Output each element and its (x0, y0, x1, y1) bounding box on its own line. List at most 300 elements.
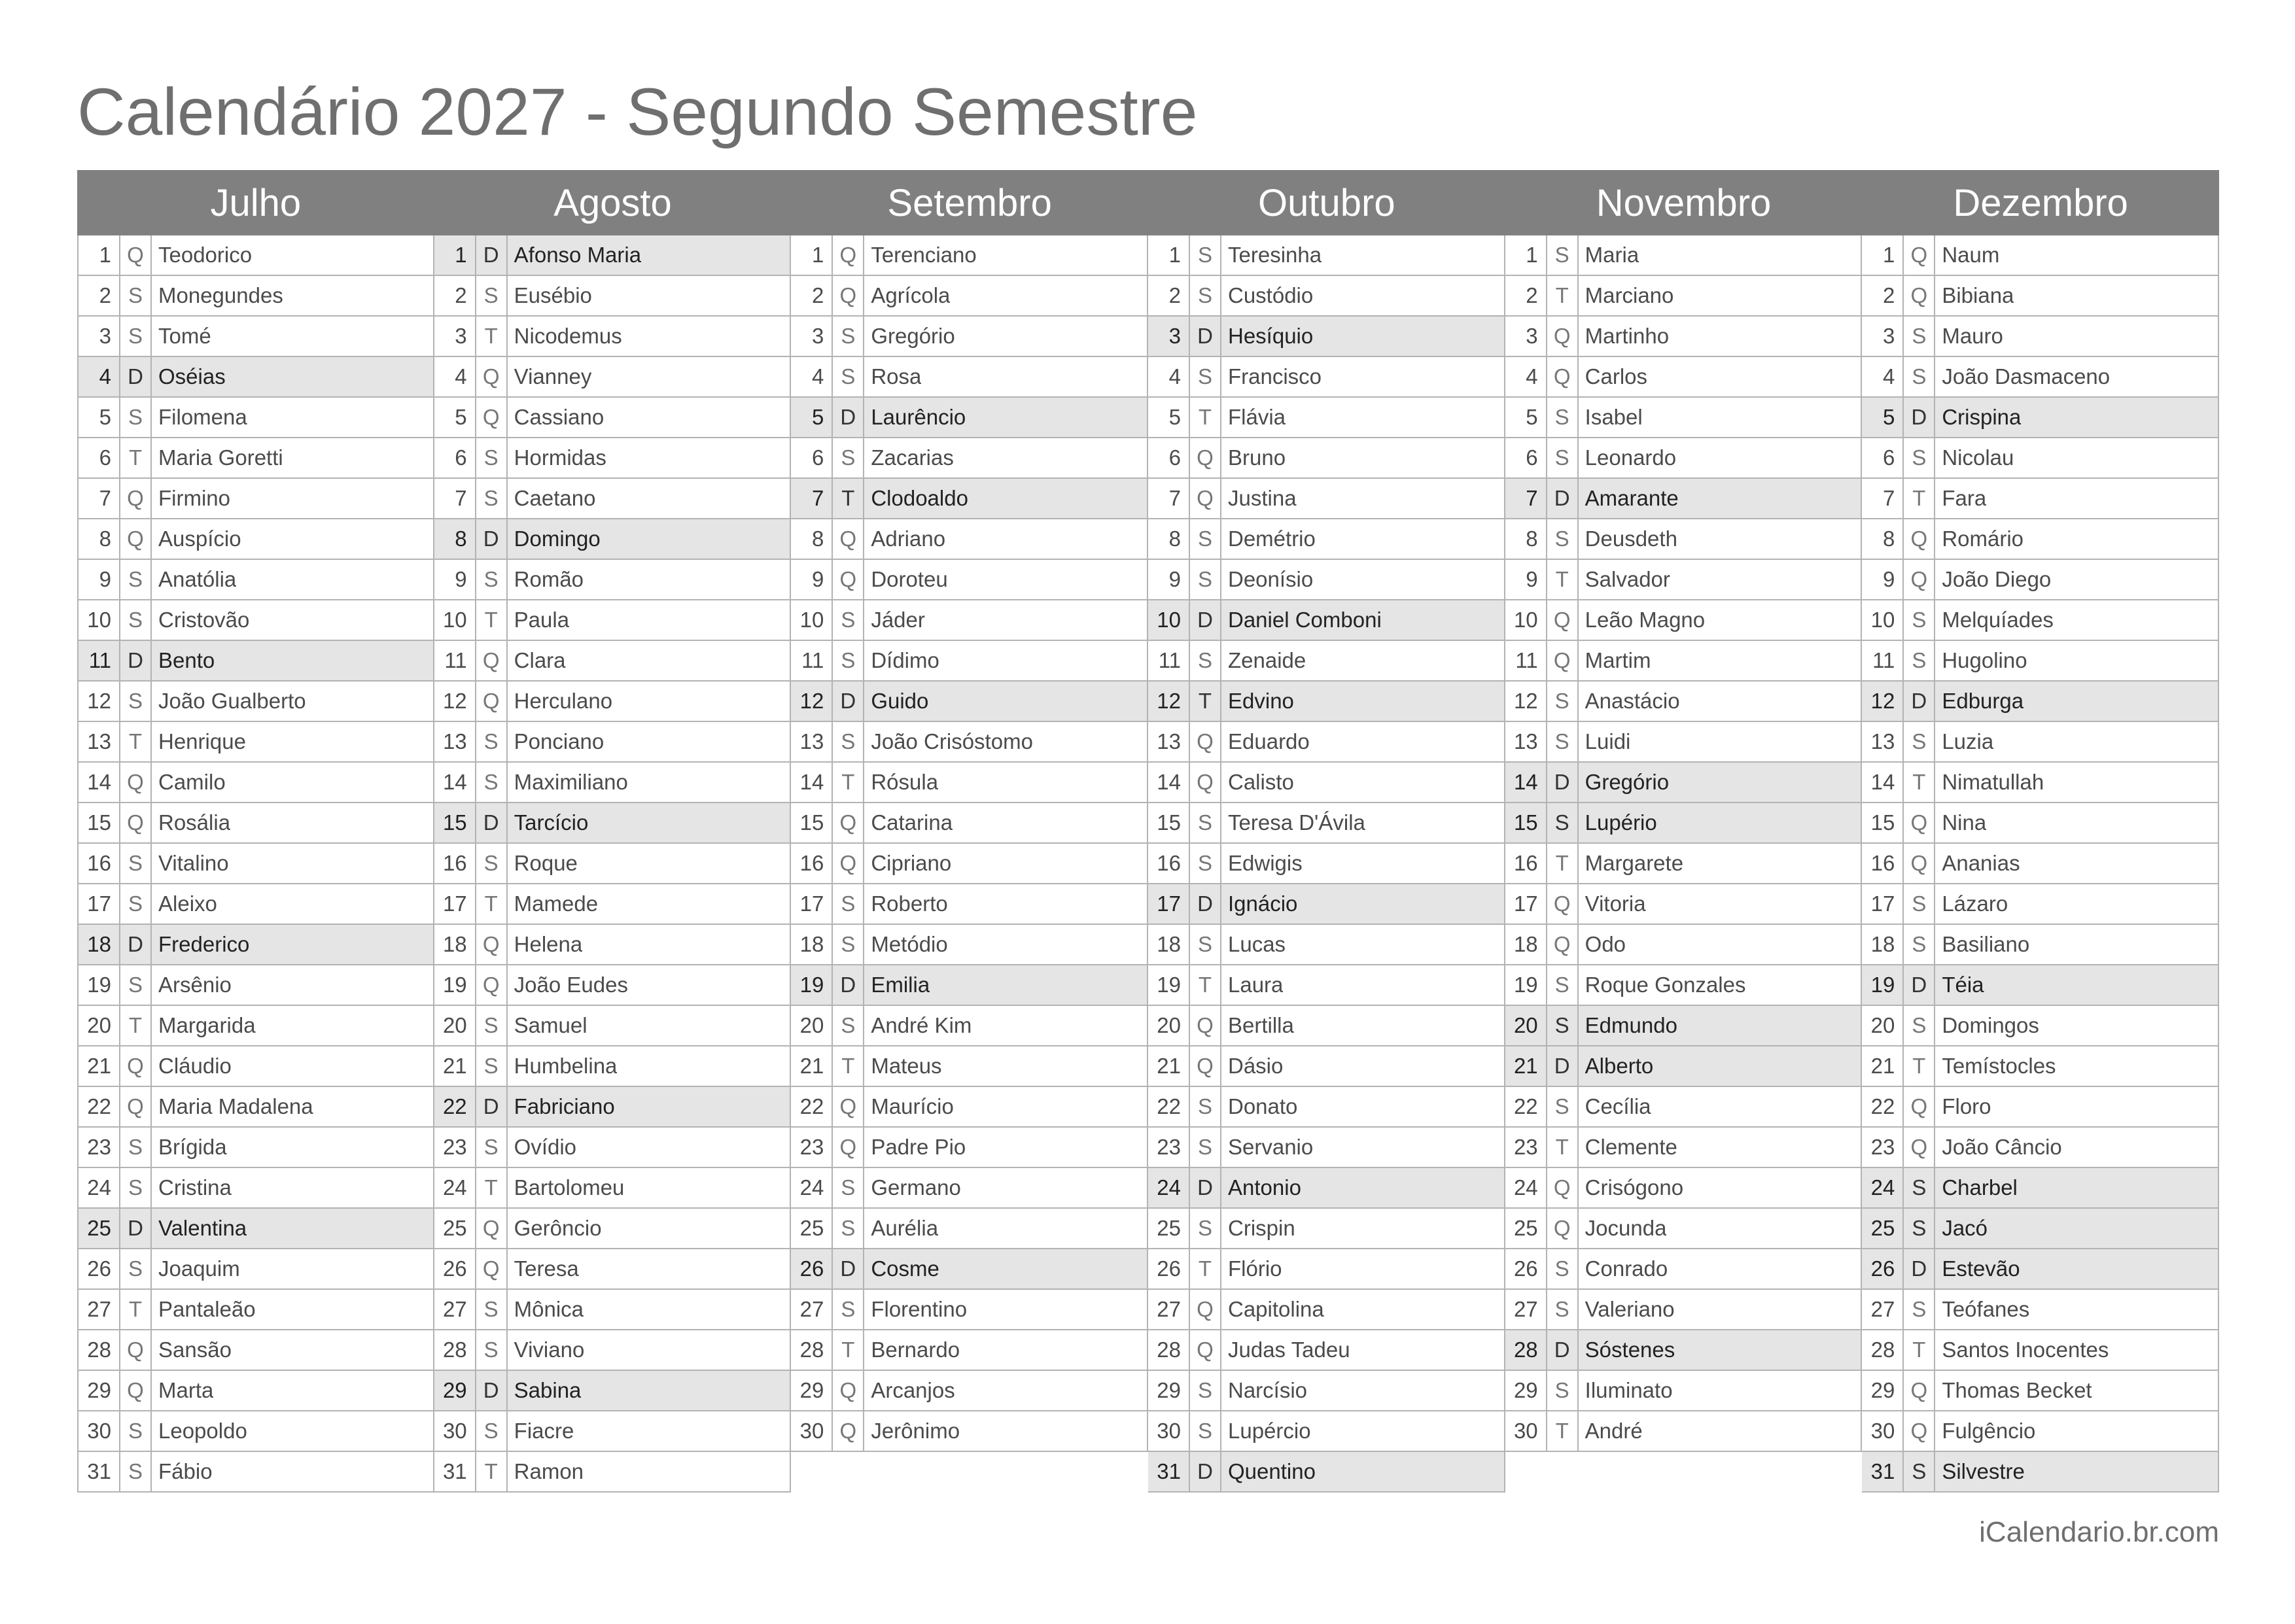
day-number: 16 (1148, 844, 1190, 883)
day-number: 24 (1505, 1168, 1547, 1207)
weekday-letter: S (1904, 1006, 1935, 1045)
saint-name: Roque (514, 851, 578, 875)
day-row (77, 317, 434, 357)
weekday-letter: S (1190, 1371, 1221, 1410)
saint-name: Justina (1228, 486, 1297, 510)
day-number: 9 (434, 560, 476, 599)
weekday-letter: Q (1190, 1046, 1221, 1086)
day-row (1505, 479, 1863, 519)
day-number: 12 (1505, 682, 1547, 721)
day-number: 2 (1148, 276, 1190, 315)
day-number: 27 (1505, 1290, 1547, 1329)
day-number: 26 (791, 1249, 833, 1288)
saint-name: Aleixo (158, 891, 217, 916)
day-number: 17 (1862, 884, 1904, 924)
day-row (1505, 276, 1863, 317)
day-row (434, 844, 792, 884)
saint-name: Nimatullah (1942, 770, 2044, 794)
weekday-letter: S (120, 844, 152, 883)
weekday-letter: S (476, 1006, 508, 1045)
day-row (434, 1411, 792, 1452)
day-row (1862, 1330, 2219, 1371)
weekday-letter: D (1904, 1249, 1935, 1288)
day-row (791, 884, 1148, 925)
calendar-grid (77, 170, 2219, 1493)
saint-name: Domingo (514, 527, 601, 551)
weekday-letter: D (1547, 479, 1579, 518)
saint-name: João Crisóstomo (871, 729, 1033, 753)
day-number: 27 (791, 1290, 833, 1329)
day-row (1148, 1371, 1505, 1411)
saint-name: Dídimo (871, 648, 939, 672)
day-number: 2 (1862, 276, 1904, 315)
saint-name: Ponciano (514, 729, 604, 753)
day-row (1862, 925, 2219, 965)
saint-name: André Kim (871, 1013, 972, 1037)
weekday-letter: T (1547, 844, 1579, 883)
saint-name: Roberto (871, 891, 948, 916)
weekday-letter: S (120, 1452, 152, 1491)
day-number: 5 (1148, 398, 1190, 437)
day-number: 15 (1148, 803, 1190, 842)
weekday-letter: S (1904, 1209, 1935, 1248)
saint-name: Samuel (514, 1013, 587, 1037)
day-row (1148, 965, 1505, 1006)
weekday-letter: S (1190, 560, 1221, 599)
day-number: 30 (791, 1411, 833, 1451)
weekday-letter: Q (833, 560, 864, 599)
saint-name: Hormidas (514, 445, 606, 470)
weekday-letter: T (1547, 1128, 1579, 1167)
day-row (1148, 1128, 1505, 1168)
day-row (1148, 1411, 1505, 1452)
saint-name: Terenciano (871, 243, 977, 267)
weekday-letter: Q (120, 803, 152, 842)
weekday-letter: D (476, 1087, 508, 1126)
weekday-letter: T (476, 1452, 508, 1491)
saint-name: Metódio (871, 932, 948, 956)
weekday-letter: Q (476, 641, 508, 680)
day-number: 22 (79, 1087, 120, 1126)
day-number: 19 (79, 965, 120, 1005)
day-number: 18 (1148, 925, 1190, 964)
weekday-letter: S (1190, 1209, 1221, 1248)
saint-name: Crispina (1942, 405, 2022, 429)
saint-name: Rosa (871, 364, 922, 389)
day-number: 11 (1862, 641, 1904, 680)
day-number: 2 (79, 276, 120, 315)
weekday-letter: S (476, 1046, 508, 1086)
day-number: 31 (434, 1452, 476, 1491)
day-number: 21 (791, 1046, 833, 1086)
saint-name: Laurêncio (871, 405, 966, 429)
saint-name: Isabel (1585, 405, 1643, 429)
weekday-letter: S (1190, 844, 1221, 883)
weekday-letter: Q (476, 357, 508, 396)
weekday-letter: D (120, 1209, 152, 1248)
day-number: 28 (791, 1330, 833, 1370)
day-row (1862, 1128, 2219, 1168)
day-row (1862, 1087, 2219, 1128)
weekday-letter: S (833, 1168, 864, 1207)
saint-name: Paula (514, 608, 570, 632)
day-row (791, 1249, 1148, 1290)
saint-name: Jacó (1942, 1216, 1988, 1240)
weekday-letter: S (1904, 884, 1935, 924)
saint-name: Tomé (158, 324, 211, 348)
day-row (77, 803, 434, 844)
day-row (1148, 317, 1505, 357)
day-row (1505, 1209, 1863, 1249)
saint-name: João Dasmaceno (1942, 364, 2111, 389)
day-number: 1 (79, 235, 120, 275)
day-row (791, 438, 1148, 479)
day-number: 29 (79, 1371, 120, 1410)
month-column-agosto (434, 170, 792, 1493)
day-row (1148, 235, 1505, 276)
day-number: 18 (1505, 925, 1547, 964)
weekday-letter: T (1190, 682, 1221, 721)
weekday-letter: Q (476, 1249, 508, 1288)
saint-name: Filomena (158, 405, 247, 429)
weekday-letter: Q (833, 844, 864, 883)
day-row (1862, 1006, 2219, 1046)
weekday-letter: S (120, 682, 152, 721)
saint-name: Odo (1585, 932, 1626, 956)
saint-name: Custódio (1228, 283, 1314, 307)
day-number: 3 (434, 317, 476, 356)
saint-name: Flório (1228, 1256, 1282, 1281)
weekday-letter: Q (1190, 1330, 1221, 1370)
saint-name: João Diego (1942, 567, 2052, 591)
weekday-letter: S (1190, 925, 1221, 964)
day-number: 28 (434, 1330, 476, 1370)
weekday-letter: D (120, 357, 152, 396)
saint-name: Servanio (1228, 1135, 1314, 1159)
saint-name: Doroteu (871, 567, 948, 591)
day-row (1505, 722, 1863, 763)
weekday-letter: D (476, 519, 508, 559)
day-number: 4 (1862, 357, 1904, 396)
saint-name: Flávia (1228, 405, 1286, 429)
saint-name: Gregório (871, 324, 955, 348)
weekday-letter: Q (1190, 1006, 1221, 1045)
day-row (791, 1087, 1148, 1128)
saint-name: Bibiana (1942, 283, 2014, 307)
saint-name: Leão Magno (1585, 608, 1706, 632)
weekday-letter: S (1190, 276, 1221, 315)
weekday-letter: D (833, 1249, 864, 1288)
day-row (77, 560, 434, 600)
day-number: 31 (1148, 1452, 1190, 1491)
weekday-letter: T (833, 1330, 864, 1370)
saint-name: Fabriciano (514, 1094, 615, 1118)
day-row (434, 803, 792, 844)
day-row (791, 1290, 1148, 1330)
day-number: 13 (791, 722, 833, 761)
saint-name: Clara (514, 648, 566, 672)
day-row (1505, 1411, 1863, 1452)
saint-name: Basiliano (1942, 932, 2030, 956)
saint-name: Narcísio (1228, 1378, 1308, 1402)
day-number: 7 (1862, 479, 1904, 518)
day-row (791, 1371, 1148, 1411)
day-row (1148, 641, 1505, 682)
weekday-letter: Q (1904, 1411, 1935, 1451)
day-number: 15 (791, 803, 833, 842)
day-number: 1 (791, 235, 833, 275)
day-row (1148, 722, 1505, 763)
saint-name: Sabina (514, 1378, 582, 1402)
day-number: 24 (79, 1168, 120, 1207)
weekday-letter: D (1190, 600, 1221, 640)
day-row (434, 1290, 792, 1330)
weekday-letter: S (1904, 722, 1935, 761)
day-row (1505, 235, 1863, 276)
weekday-letter: S (476, 763, 508, 802)
weekday-letter: Q (120, 519, 152, 559)
saint-name: Frederico (158, 932, 250, 956)
weekday-letter: S (1547, 438, 1579, 477)
day-row (434, 479, 792, 519)
day-row (434, 1371, 792, 1411)
day-number: 30 (1862, 1411, 1904, 1451)
weekday-letter: Q (1904, 1087, 1935, 1126)
day-number: 23 (1862, 1128, 1904, 1167)
day-number: 13 (79, 722, 120, 761)
day-row (791, 560, 1148, 600)
day-row (1505, 1249, 1863, 1290)
saint-name: Martim (1585, 648, 1651, 672)
weekday-letter: T (1904, 1046, 1935, 1086)
weekday-letter: S (1904, 641, 1935, 680)
day-row (1148, 479, 1505, 519)
day-number: 12 (434, 682, 476, 721)
day-row (77, 1330, 434, 1371)
weekday-letter: D (476, 803, 508, 842)
day-number: 27 (434, 1290, 476, 1329)
day-number: 14 (791, 763, 833, 802)
weekday-letter: T (120, 722, 152, 761)
day-row (791, 276, 1148, 317)
day-number: 14 (1505, 763, 1547, 802)
month-header: Agosto (434, 170, 792, 235)
day-number: 31 (1862, 1452, 1904, 1491)
saint-name: Vitalino (158, 851, 229, 875)
saint-name: Maria Goretti (158, 445, 283, 470)
day-number: 12 (1148, 682, 1190, 721)
weekday-letter: S (120, 1249, 152, 1288)
saint-name: Fulgêncio (1942, 1419, 2036, 1443)
day-number: 7 (1148, 479, 1190, 518)
day-number: 28 (1505, 1330, 1547, 1370)
day-number: 8 (434, 519, 476, 559)
day-row (791, 1209, 1148, 1249)
weekday-letter: S (833, 1290, 864, 1329)
day-number: 15 (1505, 803, 1547, 842)
weekday-letter: T (1904, 763, 1935, 802)
weekday-letter: S (833, 600, 864, 640)
day-row (1148, 1249, 1505, 1290)
day-number: 25 (1862, 1209, 1904, 1248)
weekday-letter: T (833, 479, 864, 518)
day-number: 15 (1862, 803, 1904, 842)
day-number: 25 (1505, 1209, 1547, 1248)
saint-name: Mamede (514, 891, 599, 916)
saint-name: Arsênio (158, 973, 232, 997)
day-number: 3 (79, 317, 120, 356)
weekday-letter: Q (476, 682, 508, 721)
day-number: 1 (1505, 235, 1547, 275)
day-row (1505, 600, 1863, 641)
weekday-letter: S (1547, 965, 1579, 1005)
saint-name: Temístocles (1942, 1054, 2056, 1078)
day-row (77, 722, 434, 763)
weekday-letter: S (476, 1330, 508, 1370)
day-row (1505, 1290, 1863, 1330)
day-row (77, 1168, 434, 1209)
weekday-letter: D (833, 965, 864, 1005)
weekday-letter: Q (1547, 600, 1579, 640)
day-number: 14 (79, 763, 120, 802)
saint-name: Monegundes (158, 283, 283, 307)
month-header: Setembro (791, 170, 1148, 235)
day-number: 5 (1505, 398, 1547, 437)
day-number: 10 (1505, 600, 1547, 640)
month-column-novembro (1505, 170, 1863, 1493)
saint-name: Catarina (871, 810, 953, 835)
weekday-letter: S (1547, 803, 1579, 842)
saint-name: Floro (1942, 1094, 1991, 1118)
day-row (434, 1330, 792, 1371)
weekday-letter: S (1904, 357, 1935, 396)
saint-name: Lucas (1228, 932, 1286, 956)
day-row (791, 398, 1148, 438)
weekday-letter: Q (476, 965, 508, 1005)
day-row (77, 1249, 434, 1290)
day-row (791, 1168, 1148, 1209)
day-row (434, 925, 792, 965)
weekday-letter: S (1547, 1087, 1579, 1126)
day-number: 30 (79, 1411, 120, 1451)
saint-name: Donato (1228, 1094, 1298, 1118)
weekday-letter: Q (1190, 479, 1221, 518)
saint-name: Teresa D'Ávila (1228, 810, 1365, 835)
saint-name: Amarante (1585, 486, 1679, 510)
saint-name: Ananias (1942, 851, 2020, 875)
weekday-letter: Q (1904, 803, 1935, 842)
saint-name: Brígida (158, 1135, 227, 1159)
day-number: 4 (1505, 357, 1547, 396)
day-row (1862, 1371, 2219, 1411)
weekday-letter: Q (1547, 1168, 1579, 1207)
weekday-letter: Q (476, 1209, 508, 1248)
day-row (1862, 1046, 2219, 1087)
saint-name: Romão (514, 567, 584, 591)
month-column-dezembro (1862, 170, 2219, 1493)
day-number: 2 (1505, 276, 1547, 315)
weekday-letter: S (476, 1128, 508, 1167)
day-number: 28 (1862, 1330, 1904, 1370)
day-row (1148, 1087, 1505, 1128)
day-number: 17 (434, 884, 476, 924)
weekday-letter: S (833, 884, 864, 924)
day-row (1505, 1128, 1863, 1168)
weekday-letter: S (120, 1168, 152, 1207)
day-number: 23 (1505, 1128, 1547, 1167)
saint-name: Agrícola (871, 283, 951, 307)
day-row (77, 1411, 434, 1452)
day-row (1148, 1006, 1505, 1046)
day-number: 6 (791, 438, 833, 477)
day-row (1862, 357, 2219, 398)
weekday-letter: S (1190, 803, 1221, 842)
weekday-letter: Q (1547, 317, 1579, 356)
weekday-letter: Q (833, 1087, 864, 1126)
saint-name: Bartolomeu (514, 1175, 625, 1200)
day-number: 8 (1148, 519, 1190, 559)
day-number: 17 (791, 884, 833, 924)
day-row (77, 235, 434, 276)
day-row (77, 844, 434, 884)
day-row (1148, 1046, 1505, 1087)
day-number: 14 (1862, 763, 1904, 802)
saint-name: Mônica (514, 1297, 584, 1321)
day-row (1148, 438, 1505, 479)
day-row (1505, 884, 1863, 925)
day-number: 25 (434, 1209, 476, 1248)
day-number: 20 (791, 1006, 833, 1045)
saint-name: Deusdeth (1585, 527, 1677, 551)
saint-name: Carlos (1585, 364, 1648, 389)
saint-name: Lázaro (1942, 891, 2008, 916)
saint-name: Lupério (1585, 810, 1657, 835)
saint-name: Edwigis (1228, 851, 1303, 875)
weekday-letter: S (833, 438, 864, 477)
day-row (791, 235, 1148, 276)
day-number: 24 (791, 1168, 833, 1207)
day-row (1862, 1290, 2219, 1330)
saint-name: Caetano (514, 486, 596, 510)
day-row (791, 1128, 1148, 1168)
saint-name: Viviano (514, 1338, 585, 1362)
day-number: 19 (1505, 965, 1547, 1005)
day-row (1862, 560, 2219, 600)
day-row (1862, 1209, 2219, 1249)
weekday-letter: Q (1547, 641, 1579, 680)
day-number: 30 (434, 1411, 476, 1451)
weekday-letter: S (120, 276, 152, 315)
saint-name: Marta (158, 1378, 214, 1402)
day-number: 21 (79, 1046, 120, 1086)
saint-name: Anatólia (158, 567, 237, 591)
day-number: 19 (1148, 965, 1190, 1005)
day-row (434, 1452, 792, 1493)
weekday-letter: D (1190, 1452, 1221, 1491)
saint-name: Aurélia (871, 1216, 939, 1240)
saint-name: Herculano (514, 689, 613, 713)
saint-name: Melquíades (1942, 608, 2054, 632)
weekday-letter: D (1190, 317, 1221, 356)
day-number: 10 (1862, 600, 1904, 640)
day-number: 28 (1148, 1330, 1190, 1370)
weekday-letter: D (1904, 398, 1935, 437)
saint-name: Teodorico (158, 243, 253, 267)
weekday-letter: S (833, 925, 864, 964)
weekday-letter: T (120, 438, 152, 477)
day-row (1505, 1006, 1863, 1046)
saint-name: Humbelina (514, 1054, 618, 1078)
